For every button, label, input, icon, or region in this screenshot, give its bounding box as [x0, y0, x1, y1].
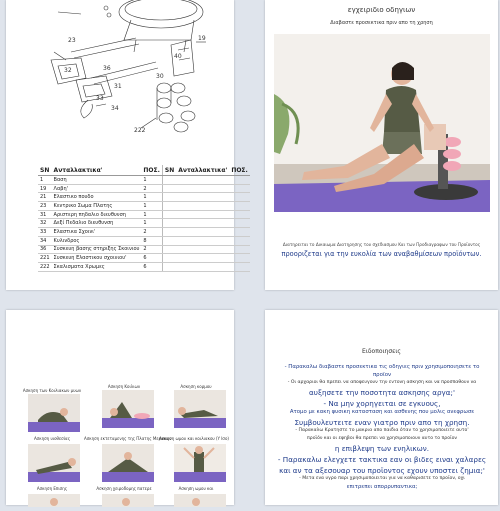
part-name: Κυλινδρος — [52, 236, 142, 245]
part-empty-cell — [229, 193, 250, 202]
part-sn: 32 — [38, 219, 52, 228]
part-qty: 6 — [141, 262, 162, 271]
part-sn: 1 — [38, 176, 52, 185]
parts-table-row — [38, 236, 250, 245]
callout-23: 23 — [68, 37, 76, 44]
part-qty: 1 — [141, 176, 162, 185]
part-sn: 19 — [38, 184, 52, 193]
part-name: Βαση — [52, 176, 142, 185]
header-qty: ΠΟΣ. — [141, 165, 162, 176]
part-qty: 6 — [141, 254, 162, 263]
part-empty-cell — [176, 193, 229, 202]
exercise-label-3-1: Ασκηση Επισης — [36, 486, 68, 491]
part-name: Ελαστικα Σχοινι' — [52, 228, 142, 237]
callout-32: 32 — [64, 67, 72, 74]
warning-line: - Να μην χορηγειται σε εγκυους, — [323, 399, 441, 408]
exercise-thumb-1-1 — [28, 394, 80, 432]
exercise-thumb-2-2 — [102, 444, 154, 482]
part-empty-cell — [176, 254, 229, 263]
part-name: Συσκευη Ελαστικου σχοινιου' — [52, 254, 142, 263]
exercise-thumb-2-1 — [28, 444, 80, 482]
exercise-label-2-1: Ασκηση υιοθεσίας — [33, 436, 71, 441]
exercise-thumb-1-2 — [102, 390, 154, 428]
callout-222: 222 — [134, 127, 146, 134]
part-name: Κεντρικο Σωμα Πλατης — [52, 202, 142, 211]
cover-photo — [274, 34, 490, 212]
part-empty-cell — [229, 176, 250, 185]
page-cover — [265, 0, 498, 290]
part-sn: 23 — [38, 202, 52, 211]
part-empty-cell — [162, 262, 176, 271]
exercise-thumb-3-1 — [28, 492, 80, 505]
exercise-label-3-2: Ασκηση χειροδομης πατερε — [96, 486, 152, 491]
cover-subtitle: Διαβαστε προσεκτικα πριν απο τη χρηση — [330, 20, 433, 26]
part-empty-cell — [176, 210, 229, 219]
warning-line: προϊον — [372, 372, 392, 378]
warning-line: - Παρακαλω Κρατηστε το μακρια απο παιδια όταν το χρησιμοποιειτε αυτο' — [295, 428, 469, 433]
warning-line: Συμβουλευτειτε εναν γιατρο πριν απο τη χρηση. — [294, 418, 470, 427]
part-empty-cell — [229, 262, 250, 271]
part-qty: 1 — [141, 219, 162, 228]
part-empty-cell — [162, 176, 176, 185]
parts-table-row — [38, 228, 250, 237]
parts-table-row — [38, 202, 250, 211]
part-empty-cell — [162, 210, 176, 219]
part-sn: 222 — [40, 263, 50, 270]
cover-caption-main: προοριζεται για την ευκολία των αναβαθμίσεων προϊόντων. — [281, 250, 482, 258]
assembly-drawing — [6, 0, 234, 160]
part-empty-cell — [176, 184, 229, 193]
exercise-label-1-3: Ασκηση κορμου — [180, 384, 212, 389]
parts-table-row — [38, 262, 250, 271]
callout-19: 19 — [198, 35, 206, 42]
warning-line: προϊόν και οι εφηβοι θα πρεπει να χρησιμοποιουν αυτο το προϊον — [307, 436, 457, 441]
parts-table — [38, 165, 250, 272]
exercise-thumb-3-2 — [102, 492, 154, 505]
warning-line: Ατομο με κακη φυσικη κατασταση και ασθενης που μολις ανεφρωσε — [289, 409, 475, 415]
part-empty-cell — [229, 219, 250, 228]
warning-line: επιτρεπει απορρυπαντικα; — [346, 484, 418, 490]
part-name: Συσκευη βασης στηριξης Σκοινιου — [53, 246, 140, 253]
part-qty: 2 — [141, 228, 162, 237]
header-sn: SN — [38, 165, 52, 176]
callout-30: 30 — [156, 73, 164, 80]
warning-line: και αν τα αξεσουαρ του προϊοντος εχουν υποστει ζημια;' — [279, 466, 485, 475]
part-empty-cell — [176, 228, 229, 237]
part-empty-cell — [162, 254, 176, 263]
parts-table-row — [38, 219, 250, 228]
part-sn: 36 — [38, 245, 52, 254]
parts-table-header — [38, 165, 250, 176]
part-empty-cell — [162, 184, 176, 193]
part-name: Δεξί Πεδαλιο διευθυνση — [52, 219, 142, 228]
callout-34: 34 — [111, 105, 119, 112]
part-empty-cell — [229, 210, 250, 219]
part-sn: 21 — [38, 193, 52, 202]
header-name: Ανταλλακτικα' — [52, 165, 142, 176]
warning-line: - Παρακαλω διαβαστε προσεκτικα τις οδηγιες πριν χρησιμοποιησετε το — [284, 364, 480, 370]
part-sn: 34 — [38, 236, 52, 245]
part-empty-cell — [176, 262, 229, 271]
page-warnings — [265, 310, 498, 505]
page-exercises — [6, 310, 234, 505]
header-qty-2: ΠΟΣ. — [231, 166, 248, 174]
warning-line: αυξησετε την ποσοτητα ασκησης αργα;' — [309, 388, 455, 397]
warning-line: η επιβλεψη των ενηλικων. — [334, 444, 430, 453]
warnings-title: Ειδοποιησεις — [362, 348, 401, 355]
part-empty-cell — [229, 184, 250, 193]
exercise-label-2-3: Ασκηση ωμου και κοιλιακου (Υ Ισο) — [159, 436, 229, 441]
part-name: Ελαστικο πουδο — [52, 193, 142, 202]
part-empty-cell — [229, 236, 250, 245]
part-empty-cell — [176, 245, 229, 254]
part-sn: 221 — [40, 255, 50, 262]
parts-table-row — [38, 254, 250, 263]
page-parts-diagram — [6, 0, 248, 290]
part-empty-cell — [162, 228, 176, 237]
part-empty-cell — [162, 245, 176, 254]
part-empty-cell — [176, 236, 229, 245]
exercise-thumb-2-3 — [174, 444, 226, 482]
parts-table-body — [38, 176, 250, 272]
part-empty-cell — [162, 193, 176, 202]
part-name: Αριστερη πηδαλιο διευθυνση — [52, 210, 142, 219]
cover-caption-small: Διατηρειται το Δικαιωμα Διατηρησης του σχεδιασμου Και των Προδιαγραφων του Προϊοντος — [282, 242, 481, 247]
part-empty-cell — [229, 245, 250, 254]
part-qty: 2 — [141, 184, 162, 193]
part-empty-cell — [162, 236, 176, 245]
exercise-label-2-2: Ασκηση εκτεταμενης της Πλατης Μερακων — [84, 436, 172, 441]
warning-line: - Μετα ενα υγρο παρι χρησιμοποιειται για να καθαρισετε το προϊον, οχι — [299, 476, 465, 481]
exercise-label-3-3: Ασκηση ωμου και — [178, 486, 214, 491]
warning-line: - Παρακαλω ελεγχετε τακτικα εαν οι βιδες ειναι χαλαρες — [277, 455, 487, 464]
part-sn: 33 — [38, 228, 52, 237]
parts-table-row — [38, 184, 250, 193]
callout-33: 33 — [96, 95, 104, 102]
callout-36: 36 — [103, 65, 111, 72]
part-empty-cell — [176, 202, 229, 211]
part-qty: 8 — [141, 236, 162, 245]
part-qty: 1 — [141, 210, 162, 219]
header-sn-2: SN — [162, 165, 176, 176]
part-name: Λαβη' — [52, 184, 142, 193]
part-empty-cell — [229, 228, 250, 237]
callout-40: 40 — [174, 53, 182, 60]
exercise-label-1-2: Ασκηση Κοιλιων — [107, 384, 141, 389]
parts-table-row — [38, 245, 250, 254]
part-qty: 2 — [141, 245, 162, 254]
part-empty-cell — [229, 202, 250, 211]
part-qty: 1 — [141, 193, 162, 202]
parts-table-row — [38, 193, 250, 202]
part-name: Σκαλισματα Χρωμες — [52, 262, 142, 271]
part-qty: 1 — [141, 202, 162, 211]
exercise-label-1-1: Ασκηση των Κοιλιακων μυων — [22, 388, 82, 393]
parts-table-row — [38, 210, 250, 219]
header-name-2: Ανταλλακτικα' — [178, 166, 228, 174]
part-empty-cell — [176, 219, 229, 228]
part-empty-cell — [229, 254, 250, 263]
part-sn: 31 — [38, 210, 52, 219]
callout-31: 31 — [114, 83, 122, 90]
warning-line: - Οι αρχαριοι θα πρεπει να αποφευγουν την εντονη ασκηση και να προσπαθουν να — [287, 380, 477, 385]
part-empty-cell — [162, 202, 176, 211]
cover-title: εγχειριδιο οδηγιων — [347, 6, 416, 14]
part-empty-cell — [176, 176, 229, 185]
exercise-thumb-3-3 — [174, 492, 226, 505]
part-empty-cell — [162, 219, 176, 228]
exercise-thumb-1-3 — [174, 390, 226, 428]
parts-table-row — [38, 176, 250, 185]
